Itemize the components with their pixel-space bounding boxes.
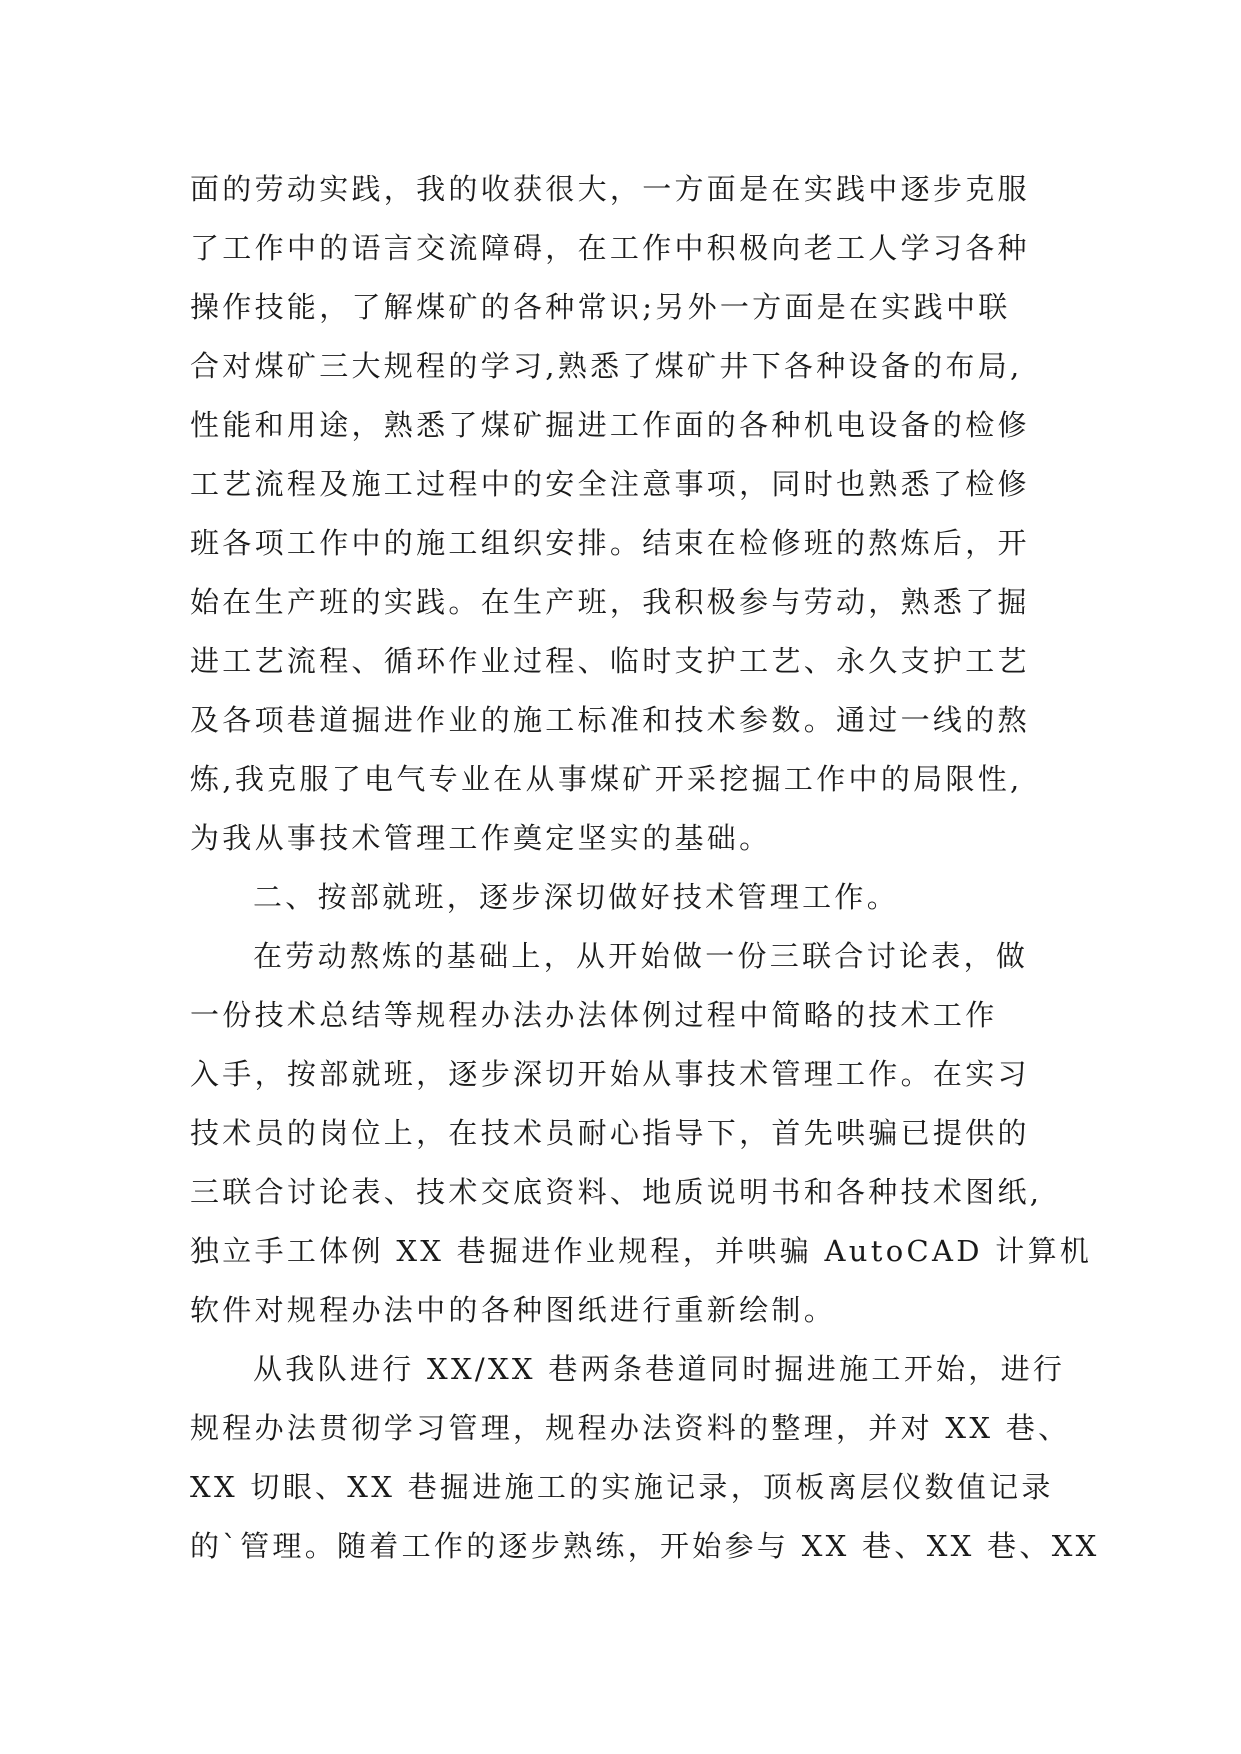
text-line: 三联合讨论表、技术交底资料、地质说明书和各种技术图纸,: [190, 1175, 1043, 1209]
section-heading: 二、按部就班，逐步深切做好技术管理工作。: [253, 880, 900, 914]
text-line: 独立手工体例 XX 巷掘进作业规程，并哄骗 AutoCAD 计算机: [190, 1234, 1093, 1268]
text-line: XX 切眼、XX 巷掘进施工的实施记录，顶板离层仪数值记录: [190, 1470, 1054, 1504]
text-line: 软件对规程办法中的各种图纸进行重新绘制。: [190, 1293, 837, 1327]
text-line: 合对煤矿三大规程的学习,熟悉了煤矿井下各种设备的布局,: [190, 349, 1023, 383]
text-line: 的`管理。随着工作的逐步熟练，开始参与 XX 巷、XX 巷、XX: [190, 1529, 1100, 1563]
paragraph-start-line: 在劳动熬炼的基础上，从开始做一份三联合讨论表，做: [253, 939, 1029, 973]
text-line: 技术员的岗位上，在技术员耐心指导下，首先哄骗已提供的: [190, 1116, 1030, 1150]
text-line: 面的劳动实践，我的收获很大，一方面是在实践中逐步克服: [190, 172, 1030, 206]
text-line: 炼,我克服了电气专业在从事煤矿开采挖掘工作中的局限性,: [190, 762, 1023, 796]
text-line: 了工作中的语言交流障碍，在工作中积极向老工人学习各种: [190, 231, 1030, 265]
text-line: 班各项工作中的施工组织安排。结束在检修班的熬炼后，开: [190, 526, 1030, 560]
text-line: 进工艺流程、循环作业过程、临时支护工艺、永久支护工艺: [190, 644, 1030, 678]
body-text: [190, 160, 1100, 1576]
text-line: 及各项巷道掘进作业的施工标准和技术参数。通过一线的熬: [190, 703, 1030, 737]
text-line: 始在生产班的实践。在生产班，我积极参与劳动，熟悉了掘: [190, 585, 1030, 619]
text-line: 性能和用途，熟悉了煤矿掘进工作面的各种机电设备的检修: [190, 408, 1030, 442]
text-line: 入手，按部就班，逐步深切开始从事技术管理工作。在实习: [190, 1057, 1030, 1091]
text-line: 工艺流程及施工过程中的安全注意事项，同时也熟悉了检修: [190, 467, 1030, 501]
paragraph-start-line: 从我队进行 XX/XX 巷两条巷道同时掘进施工开始，进行: [253, 1352, 1066, 1386]
text-line: 操作技能，了解煤矿的各种常识;另外一方面是在实践中联: [190, 290, 1011, 324]
text-line: 规程办法贯彻学习管理，规程办法资料的整理，并对 XX 巷、: [190, 1411, 1071, 1445]
text-line: 为我从事技术管理工作奠定坚实的基础。: [190, 821, 772, 855]
text-line: 一份技术总结等规程办法办法体例过程中简略的技术工作: [190, 998, 998, 1032]
